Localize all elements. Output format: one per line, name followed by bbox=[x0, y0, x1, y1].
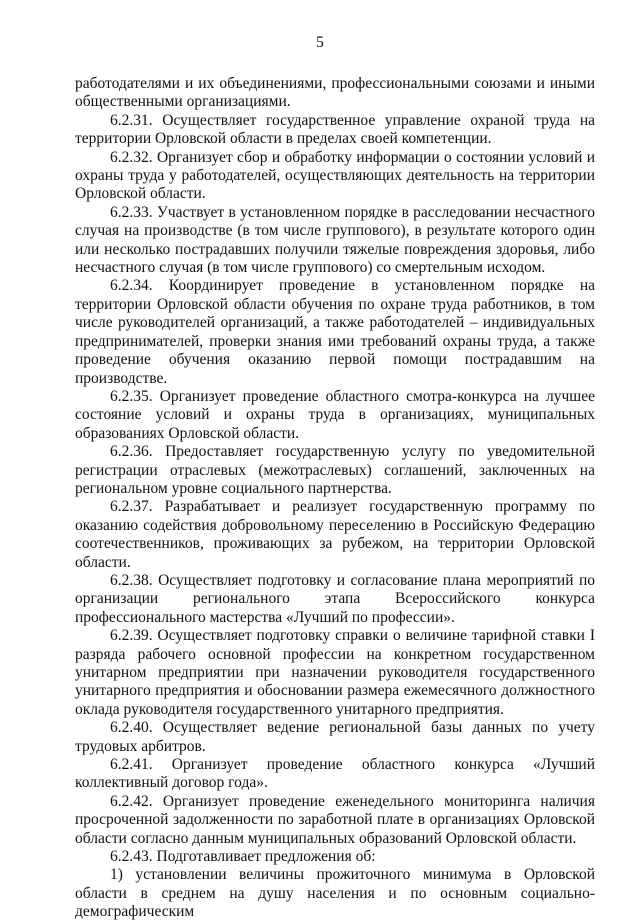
paragraph-6-2-43: 6.2.43. Подготавливает предложения об: bbox=[110, 848, 376, 866]
paragraph-6-2-35: 6.2.35. Организует проведение областного смотра-конкурса на лучшее состояние условий и охраны труда в организациях, муниципальных образованиях Орловской области. bbox=[75, 387, 595, 442]
paragraph-6-2-33: 6.2.33. Участвует в установленном порядке в расследовании несчастного случая на производстве (в том числе группового), в результате которого один или несколько пострадавших получили тяжелые повреждения здоровья, либо несчастного случая (в том числе группового) со смертельным исходом. bbox=[75, 203, 595, 277]
paragraph-6-2-39: 6.2.39. Осуществляет подготовку справки о величине тарифной ставки I разряда рабочего основной профессии на конкретном государственном унитарном предприятии при назначении руководителя государственного унитарного предприятия и обосновании размера ежемесячного должностного оклада руководителя государственного унитарного предприятия. bbox=[75, 627, 595, 718]
paragraph-continuation: работодателями и их объединениями, профессиональными союзами и иными общественными организациями. bbox=[75, 75, 595, 111]
paragraph-6-2-36: 6.2.36. Предоставляет государственную услугу по уведомительной регистрации отраслевых (межотраслевых) соглашений, заключенных на региональном уровне социального партнерства. bbox=[75, 443, 595, 497]
paragraph-6-2-34: 6.2.34. Координирует проведение в установленном порядке на территории Орловской области обучения по охране труда работников, в том числе руководителей организаций, а также работодателей – индивидуальных предпринимателей, проверки знания ими требований охраны труда, а также проведение обучения оказанию первой помощи пострадавшим на производстве. bbox=[75, 277, 595, 387]
paragraph-6-2-37: 6.2.37. Разрабатывает и реализует государственную программу по оказанию содействия добровольному переселению в Российскую Федерацию соотечественников, проживающих за рубежом, на территории Орловской области. bbox=[75, 498, 595, 571]
paragraph-6-2-41: 6.2.41. Организует проведение областного конкурса «Лучший коллективный договор года». bbox=[75, 756, 595, 792]
paragraph-6-2-32: 6.2.32. Организует сбор и обработку информации о состоянии условий и охраны труда у работодателей, осуществляющих деятельность на территории Орловской области. bbox=[75, 148, 595, 203]
document-body bbox=[75, 75, 595, 922]
paragraph-6-2-38: 6.2.38. Осуществляет подготовку и согласование плана мероприятий по организации регионального этапа Всероссийского конкурса профессионального мастерства «Лучший по профессии». bbox=[75, 571, 595, 626]
paragraph-6-2-40: 6.2.40. Осуществляет ведение региональной базы данных по учету трудовых арбитров. bbox=[75, 719, 595, 755]
page-number: 5 bbox=[316, 34, 324, 51]
paragraph-6-2-31: 6.2.31. Осуществляет государственное управление охраной труда на территории Орловской области в пределах своей компетенции. bbox=[75, 111, 595, 148]
paragraph-6-2-42: 6.2.42. Организует проведение еженедельного мониторинга наличия просроченной задолженности по заработной плате в организациях Орловской области согласно данным муниципальных образований Орловской области. bbox=[75, 792, 595, 847]
list-item-1: 1) установлении величины прожиточного минимума в Орловской области в среднем на душу населения и по основным социально-демографическим bbox=[75, 866, 595, 921]
